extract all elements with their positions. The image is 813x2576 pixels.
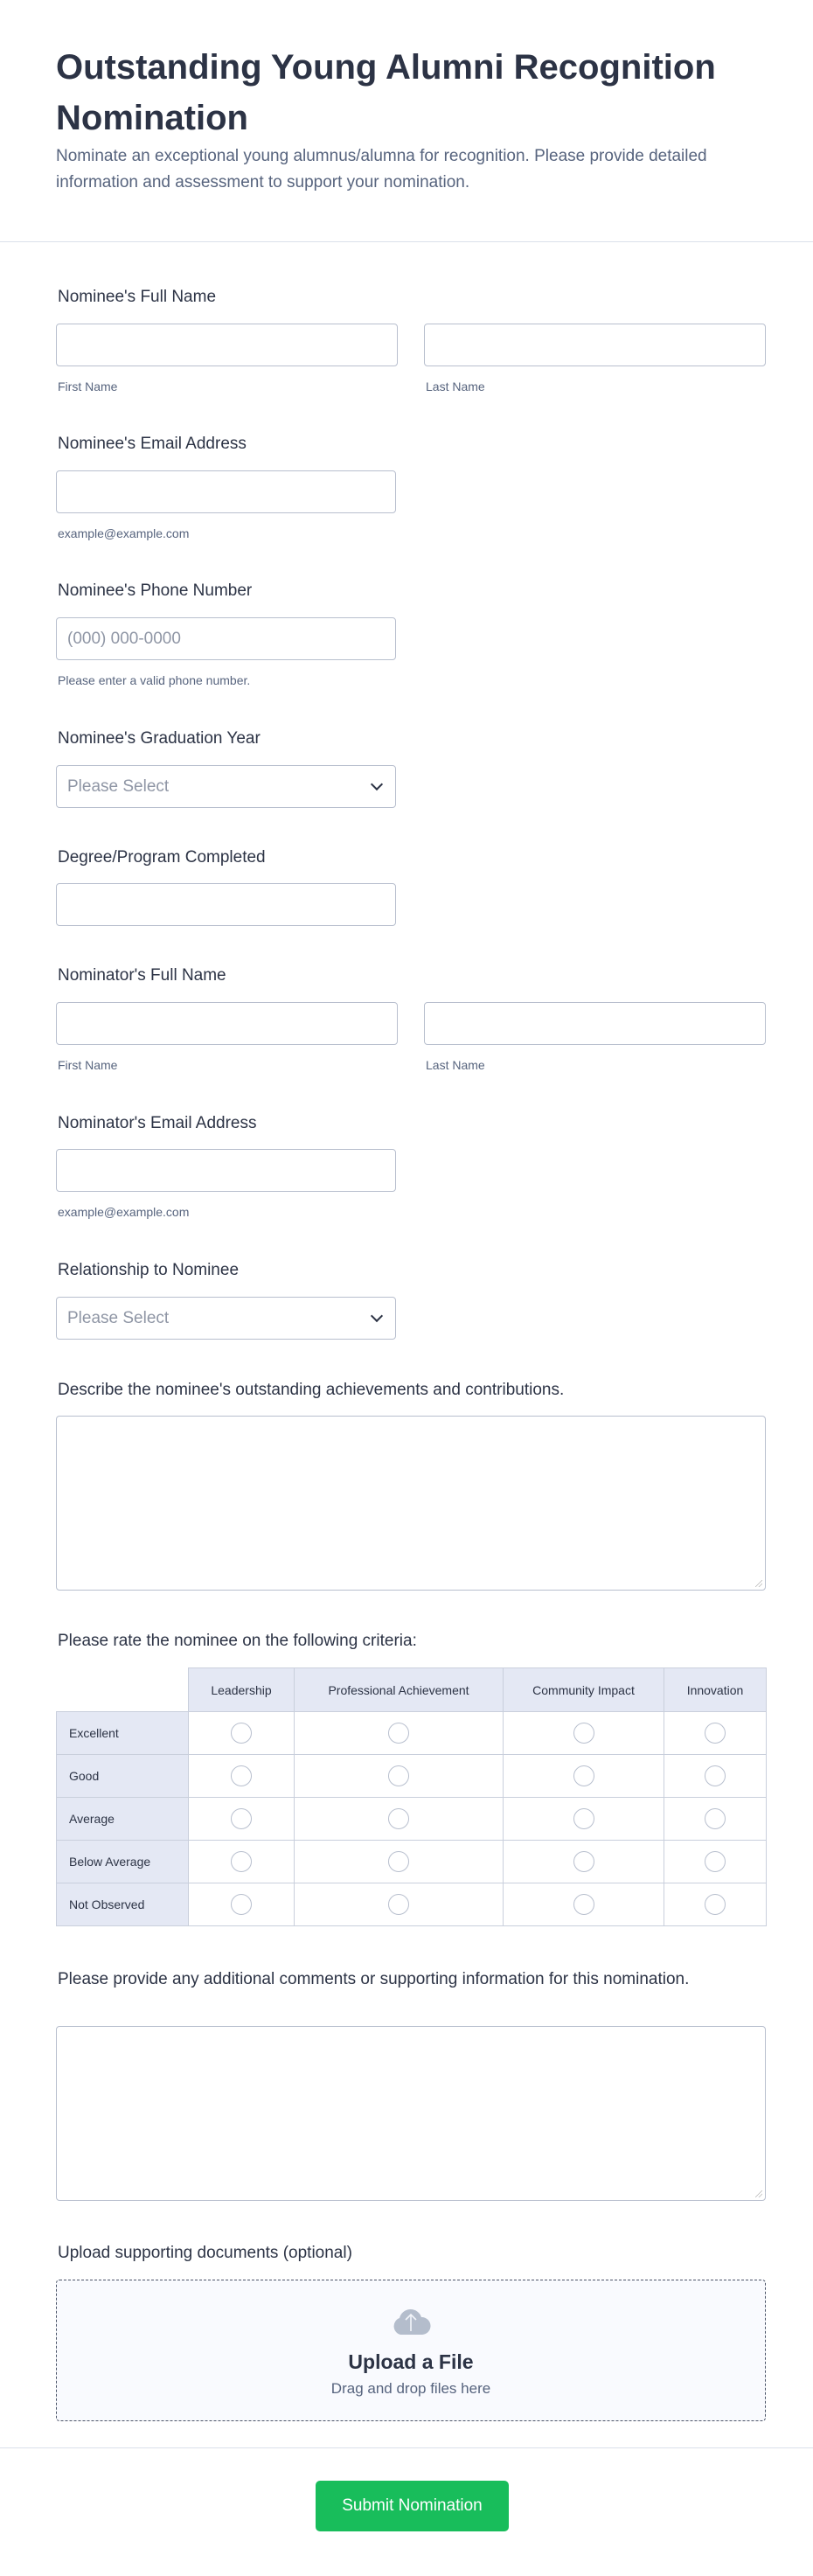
chevron-down-icon — [371, 778, 383, 790]
column-header: Community Impact — [504, 1668, 664, 1712]
matrix-cell — [189, 1712, 295, 1755]
radio-button[interactable] — [573, 1808, 594, 1829]
nominee-phone-label: Nominee's Phone Number — [58, 581, 253, 600]
matrix-cell — [295, 1883, 504, 1926]
rating-label: Please rate the nominee on the following criteria: — [58, 1632, 417, 1650]
comments-label: Please provide any additional comments or supporting information for this nomination. — [58, 1970, 690, 1988]
upload-label: Upload supporting documents (optional) — [58, 2244, 352, 2262]
last-name-sublabel: Last Name — [426, 379, 485, 393]
header-divider — [0, 241, 813, 242]
matrix-cell — [295, 1798, 504, 1841]
matrix-row — [57, 1883, 767, 1926]
phone-placeholder: (000) 000-0000 — [67, 629, 181, 648]
radio-button[interactable] — [388, 1765, 409, 1786]
matrix-cell — [295, 1712, 504, 1755]
column-header: Innovation — [664, 1668, 767, 1712]
radio-button[interactable] — [573, 1765, 594, 1786]
radio-button[interactable] — [231, 1723, 252, 1744]
page-title: Outstanding Young Alumni Recognition Nomination — [56, 48, 716, 137]
nominator-first-name-input[interactable] — [56, 1002, 398, 1045]
matrix-cell — [189, 1755, 295, 1798]
matrix-cell — [189, 1841, 295, 1883]
file-upload-dropzone[interactable] — [56, 2280, 766, 2421]
nominee-email-sublabel: example@example.com — [58, 526, 190, 540]
matrix-cell — [664, 1883, 767, 1926]
radio-button[interactable] — [573, 1851, 594, 1872]
matrix-cell — [664, 1712, 767, 1755]
row-label: Not Observed — [57, 1883, 189, 1926]
radio-button[interactable] — [705, 1765, 726, 1786]
relationship-select[interactable] — [56, 1297, 396, 1340]
nominee-first-name-input[interactable] — [56, 324, 398, 366]
radio-button[interactable] — [231, 1765, 252, 1786]
page-subtitle: Nominate an exceptional young alumnus/alumna for recognition. Please provide detailed information and assessment to support your nomination. — [56, 147, 707, 191]
matrix-cell — [295, 1755, 504, 1798]
last-name-sublabel: Last Name — [426, 1058, 485, 1072]
rating-matrix — [56, 1667, 767, 1926]
matrix-cell — [189, 1883, 295, 1926]
radio-button[interactable] — [231, 1851, 252, 1872]
relationship-placeholder: Please Select — [67, 1308, 170, 1327]
column-header: Leadership — [189, 1668, 295, 1712]
matrix-row — [57, 1798, 767, 1841]
radio-button[interactable] — [573, 1894, 594, 1915]
matrix-row — [57, 1841, 767, 1883]
degree-input[interactable] — [56, 883, 396, 926]
cloud-upload-icon — [390, 2307, 432, 2335]
nominator-email-label: Nominator's Email Address — [58, 1114, 257, 1132]
row-label: Below Average — [57, 1841, 189, 1883]
nominator-email-sublabel: example@example.com — [58, 1205, 190, 1219]
matrix-cell — [664, 1798, 767, 1841]
matrix-cell — [664, 1755, 767, 1798]
resize-handle-icon[interactable] — [755, 1580, 762, 1587]
matrix-corner — [57, 1668, 189, 1712]
nominee-last-name-input[interactable] — [424, 324, 766, 366]
matrix-cell — [189, 1798, 295, 1841]
radio-button[interactable] — [705, 1808, 726, 1829]
row-label: Good — [57, 1755, 189, 1798]
relationship-label: Relationship to Nominee — [58, 1261, 240, 1279]
nominator-last-name-input[interactable] — [424, 1002, 766, 1045]
nominee-phone-sublabel: Please enter a valid phone number. — [58, 673, 251, 687]
degree-label: Degree/Program Completed — [58, 848, 266, 867]
radio-button[interactable] — [388, 1723, 409, 1744]
matrix-cell — [504, 1841, 664, 1883]
achievements-textarea[interactable] — [56, 1416, 766, 1591]
radio-button[interactable] — [388, 1894, 409, 1915]
column-header: Professional Achievement — [295, 1668, 504, 1712]
matrix-cell — [504, 1755, 664, 1798]
submit-button[interactable]: Submit Nomination — [316, 2481, 509, 2531]
nominee-name-label: Nominee's Full Name — [58, 288, 217, 306]
footer-divider — [0, 2447, 813, 2448]
nominee-phone-input[interactable] — [56, 617, 396, 660]
grad-year-label: Nominee's Graduation Year — [58, 729, 261, 748]
first-name-sublabel: First Name — [58, 379, 118, 393]
matrix-row — [57, 1712, 767, 1755]
grad-year-placeholder: Please Select — [67, 776, 170, 796]
row-label: Excellent — [57, 1712, 189, 1755]
matrix-cell — [504, 1712, 664, 1755]
radio-button[interactable] — [573, 1723, 594, 1744]
nominator-name-label: Nominator's Full Name — [58, 966, 226, 985]
matrix-cell — [664, 1841, 767, 1883]
upload-subtitle: Drag and drop files here — [330, 2380, 491, 2397]
comments-textarea[interactable] — [56, 2026, 766, 2201]
nominator-email-input[interactable] — [56, 1149, 396, 1192]
nominee-email-input[interactable] — [56, 470, 396, 513]
upload-title: Upload a File — [348, 2350, 474, 2373]
radio-button[interactable] — [231, 1808, 252, 1829]
matrix-cell — [504, 1798, 664, 1841]
radio-button[interactable] — [705, 1851, 726, 1872]
achievements-label: Describe the nominee's outstanding achievements and contributions. — [58, 1381, 565, 1399]
grad-year-select[interactable] — [56, 765, 396, 808]
radio-button[interactable] — [231, 1894, 252, 1915]
matrix-row — [57, 1755, 767, 1798]
first-name-sublabel: First Name — [58, 1058, 118, 1072]
radio-button[interactable] — [388, 1808, 409, 1829]
nominee-email-label: Nominee's Email Address — [58, 435, 247, 453]
matrix-cell — [504, 1883, 664, 1926]
radio-button[interactable] — [705, 1894, 726, 1915]
matrix-cell — [295, 1841, 504, 1883]
chevron-down-icon — [371, 1310, 383, 1322]
radio-button[interactable] — [388, 1851, 409, 1872]
row-label: Average — [57, 1798, 189, 1841]
resize-handle-icon[interactable] — [755, 2190, 762, 2197]
radio-button[interactable] — [705, 1723, 726, 1744]
